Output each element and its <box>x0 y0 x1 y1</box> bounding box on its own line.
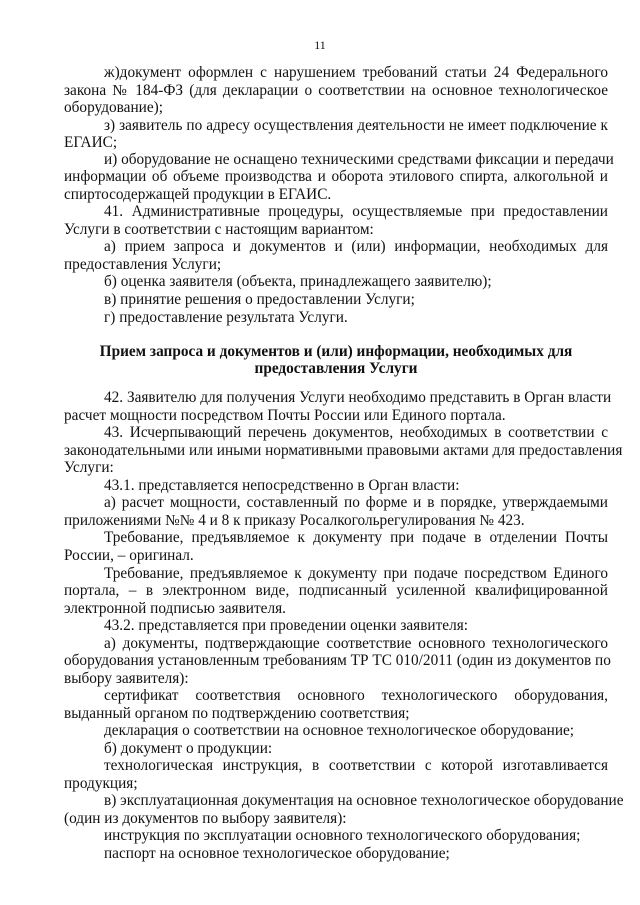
text-line: расчет мощности посредством Почты России или Единого портала. <box>64 407 506 424</box>
section-heading: предоставления Услуги <box>254 360 418 377</box>
text-line: Требование, предъявляемое к документу при подаче посредством Единого <box>104 565 608 582</box>
text-line: и) оборудование не оснащено техническими средствами фиксации и передачи <box>104 151 614 168</box>
text-line: ж)документ оформлен с нарушением требований статьи 24 Федерального <box>104 64 608 81</box>
text-line: Услуги в соответствии с настоящим вариантом: <box>64 221 374 238</box>
section-heading: Прием запроса и документов и (или) информации, необходимых для <box>99 343 573 360</box>
text-line: продукция; <box>64 775 138 792</box>
text-line: 43.2. представляется при проведении оценки заявителя: <box>104 617 469 634</box>
text-line: Услуги: <box>64 459 114 476</box>
text-line: б) оценка заявителя (объекта, принадлежащего заявителю); <box>104 273 492 290</box>
text-line: приложениями №№ 4 и 8 к приказу Росалкогольрегулирования № 423. <box>64 512 525 529</box>
text-line: декларация о соответствии на основное технологическое оборудование; <box>104 722 575 739</box>
text-line: оборудование); <box>64 99 163 116</box>
text-line: предоставления Услуги; <box>64 256 222 273</box>
text-line: электронной подписью заявителя. <box>64 600 286 617</box>
text-line: 43. Исчерпывающий перечень документов, необходимых в соответствии с <box>104 424 608 441</box>
text-line: законодательными или иными нормативными правовыми актами для предоставления <box>64 442 623 459</box>
text-line: 43.1. представляется непосредственно в Орган власти: <box>104 477 460 494</box>
text-line: в) эксплуатационная документация на основное технологическое оборудование <box>104 792 624 809</box>
text-line: г) предоставление результата Услуги. <box>104 309 348 326</box>
text-line: спиртосодержащей продукции в ЕГАИС. <box>64 186 332 203</box>
text-line: выбору заявителя): <box>64 670 189 687</box>
text-line: сертификат соответствия основного технологического оборудования, <box>104 687 608 704</box>
text-line: з) заявитель по адресу осуществления деятельности не имеет подключение к <box>104 117 608 134</box>
text-line: 41. Административные процедуры, осуществляемые при предоставлении <box>104 203 608 220</box>
text-line: информации об объеме производства и оборота этилового спирта, алкогольной и <box>64 168 608 185</box>
text-line: а) прием запроса и документов и (или) информации, необходимых для <box>104 238 608 255</box>
text-line: оборудования установленным требованиям ТР ТС 010/2011 (один из документов по <box>64 652 611 669</box>
text-line: а) документы, подтверждающие соответствие основного технологического <box>104 635 608 652</box>
text-line: закона № 184-ФЗ (для декларации о соответствии на основное технологическое <box>64 82 608 99</box>
text-line: портала, – в электронном виде, подписанный усиленной квалифицированной <box>64 582 608 599</box>
text-line: б) документ о продукции: <box>104 740 273 757</box>
text-line: 42. Заявителю для получения Услуги необходимо представить в Орган власти <box>104 389 612 406</box>
text-line: выданный органом по подтверждению соответствия; <box>64 705 410 722</box>
text-line: России, – оригинал. <box>64 547 194 564</box>
text-line: инструкция по эксплуатации основного технологического оборудования; <box>104 827 581 844</box>
text-line: в) принятие решения о предоставлении Услуги; <box>104 291 415 308</box>
text-line: (один из документов по выбору заявителя): <box>64 810 347 827</box>
text-line: а) расчет мощности, составленный по форме и в порядке, утверждаемыми <box>104 494 608 511</box>
page-number: 11 <box>314 38 326 52</box>
text-line: ЕГАИС; <box>64 134 118 151</box>
text-line: Требование, предъявляемое к документу при подаче в отделении Почты <box>104 529 608 546</box>
text-line: паспорт на основное технологическое оборудование; <box>104 845 450 862</box>
text-line: технологическая инструкция, в соответствии с которой изготавливается <box>104 757 608 774</box>
